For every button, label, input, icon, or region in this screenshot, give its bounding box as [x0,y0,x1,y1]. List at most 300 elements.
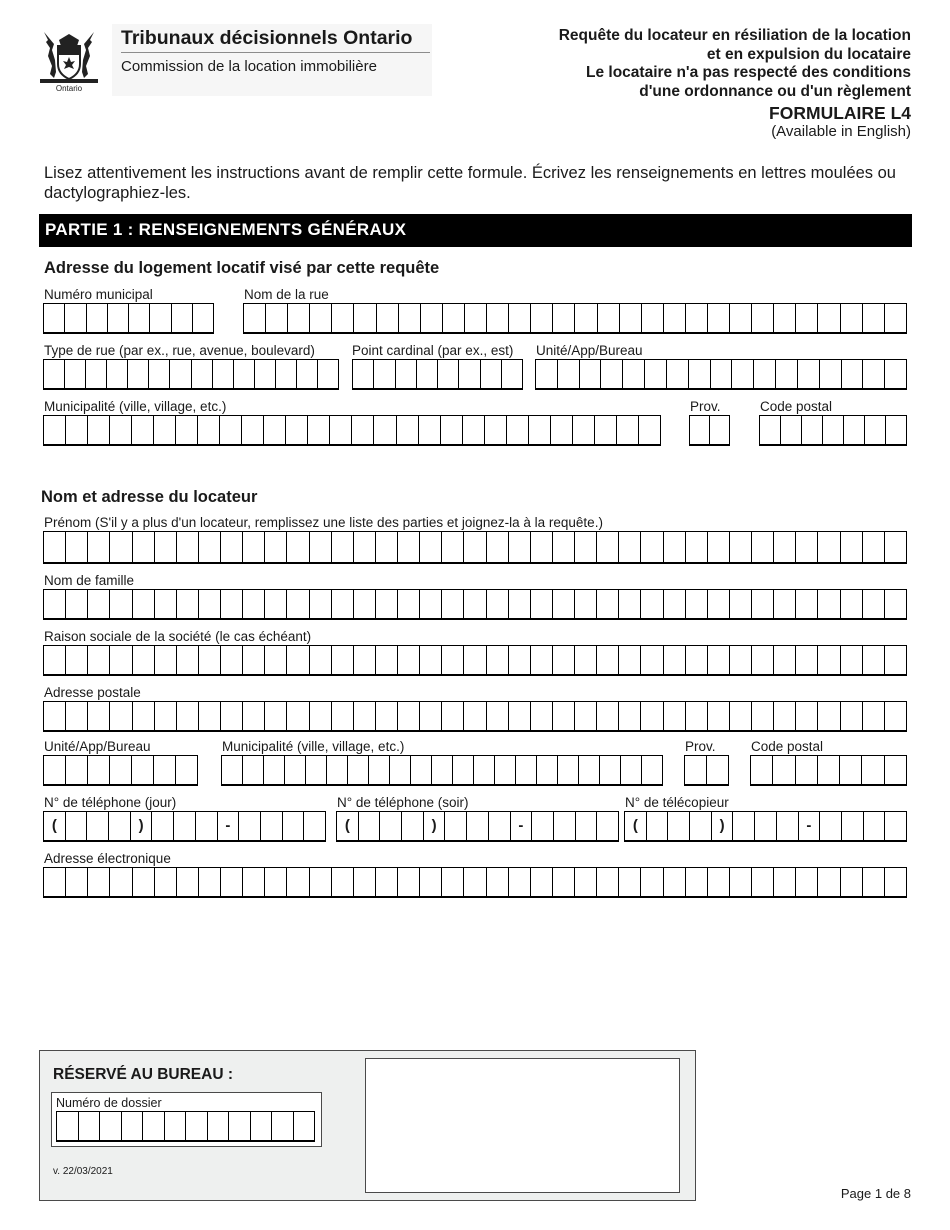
character-cell[interactable] [64,304,85,332]
character-cell[interactable] [331,646,353,674]
character-cell[interactable] [107,304,128,332]
character-cell[interactable] [884,646,906,674]
character-cell[interactable] [353,590,375,618]
character-cell[interactable] [222,756,242,784]
character-cell[interactable] [87,590,109,618]
character-cell[interactable] [368,756,389,784]
character-cell[interactable] [751,590,773,618]
company-name-field[interactable] [43,645,907,676]
character-cell[interactable] [840,532,862,562]
fax-field[interactable] [624,811,907,842]
character-cell[interactable] [264,590,286,618]
character-cell[interactable] [109,416,131,444]
character-cell[interactable] [309,868,331,896]
character-cell[interactable] [219,416,241,444]
character-cell[interactable] [463,702,485,730]
character-cell[interactable] [264,868,286,896]
character-cell[interactable] [44,304,64,332]
character-cell[interactable] [508,304,530,332]
character-cell[interactable] [729,590,751,618]
character-cell[interactable] [685,756,706,784]
character-cell[interactable] [751,532,773,562]
character-cell[interactable] [574,868,596,896]
character-cell[interactable] [817,756,839,784]
character-cell[interactable] [463,532,485,562]
character-cell[interactable] [508,868,530,896]
character-cell[interactable] [731,360,753,388]
character-cell[interactable] [640,590,662,618]
character-cell[interactable] [373,360,394,388]
character-cell[interactable] [863,812,885,840]
character-cell[interactable] [164,1112,186,1140]
character-cell[interactable] [309,304,331,332]
character-cell[interactable] [153,756,175,784]
character-cell[interactable] [663,868,685,896]
character-cell[interactable] [463,590,485,618]
character-cell[interactable] [142,1112,164,1140]
character-cell[interactable] [109,532,131,562]
character-cell[interactable] [552,590,574,618]
character-cell[interactable] [480,360,501,388]
direction-field[interactable] [352,359,523,390]
landlord-province-field[interactable] [684,755,729,786]
character-cell[interactable] [862,590,884,618]
character-cell[interactable]: ( [632,817,638,834]
character-cell[interactable] [536,360,557,388]
character-cell[interactable] [176,702,198,730]
character-cell[interactable] [87,416,109,444]
character-cell[interactable] [795,304,817,332]
character-cell[interactable] [419,868,441,896]
character-cell[interactable] [176,646,198,674]
character-cell[interactable] [795,532,817,562]
character-cell[interactable] [87,868,109,896]
character-cell[interactable] [663,590,685,618]
character-cell[interactable] [822,416,843,444]
character-cell[interactable] [463,646,485,674]
character-cell[interactable] [397,590,419,618]
character-cell[interactable] [419,646,441,674]
character-cell[interactable] [552,304,574,332]
character-cell[interactable] [840,868,862,896]
character-cell[interactable] [641,756,662,784]
character-cell[interactable] [254,360,275,388]
character-cell[interactable] [65,590,87,618]
character-cell[interactable] [663,304,685,332]
character-cell[interactable] [596,868,618,896]
character-cell[interactable] [106,360,127,388]
character-cell[interactable] [329,416,351,444]
character-cell[interactable] [773,304,795,332]
character-cell[interactable] [65,868,87,896]
character-cell[interactable] [296,360,317,388]
character-cell[interactable] [375,868,397,896]
landlord-municipality-field[interactable] [221,755,663,786]
character-cell[interactable] [729,868,751,896]
character-cell[interactable] [530,590,552,618]
character-cell[interactable] [690,416,709,444]
character-cell[interactable] [862,360,884,388]
character-cell[interactable] [817,590,839,618]
character-cell[interactable] [198,532,220,562]
character-cell[interactable] [286,590,308,618]
character-cell[interactable] [751,868,773,896]
character-cell[interactable] [109,702,131,730]
phone-day-field[interactable] [43,811,326,842]
street-name-field[interactable] [243,303,907,334]
character-cell[interactable] [441,532,463,562]
character-cell[interactable] [640,532,662,562]
character-cell[interactable] [128,304,149,332]
character-cell[interactable] [242,702,264,730]
character-cell[interactable] [132,868,154,896]
character-cell[interactable] [131,756,153,784]
character-cell[interactable] [151,812,173,840]
character-cell[interactable] [685,304,707,332]
character-cell[interactable] [840,590,862,618]
character-cell[interactable] [353,304,375,332]
character-cell[interactable] [753,360,775,388]
character-cell[interactable] [241,416,263,444]
character-cell[interactable] [817,532,839,562]
character-cell[interactable] [398,304,420,332]
character-cell[interactable] [685,868,707,896]
character-cell[interactable] [840,646,862,674]
character-cell[interactable] [389,756,410,784]
character-cell[interactable] [618,868,640,896]
character-cell[interactable] [154,702,176,730]
character-cell[interactable] [486,304,508,332]
email-field[interactable] [43,867,907,898]
character-cell[interactable] [773,590,795,618]
character-cell[interactable] [552,532,574,562]
character-cell[interactable] [207,1112,229,1140]
phone-evening-field[interactable] [336,811,619,842]
character-cell[interactable] [775,360,797,388]
character-cell[interactable] [419,532,441,562]
character-cell[interactable] [751,304,773,332]
character-cell[interactable] [530,646,552,674]
character-cell[interactable] [550,416,572,444]
character-cell[interactable] [228,1112,250,1140]
character-cell[interactable] [575,812,597,840]
character-cell[interactable] [486,590,508,618]
character-cell[interactable] [286,532,308,562]
character-cell[interactable] [552,702,574,730]
character-cell[interactable] [287,304,309,332]
character-cell[interactable] [795,868,817,896]
character-cell[interactable] [375,646,397,674]
character-cell[interactable] [195,812,217,840]
character-cell[interactable] [780,416,801,444]
character-cell[interactable] [862,702,884,730]
character-cell[interactable] [220,590,242,618]
character-cell[interactable] [795,646,817,674]
character-cell[interactable] [685,646,707,674]
character-cell[interactable] [397,646,419,674]
character-cell[interactable] [839,756,861,784]
character-cell[interactable] [466,812,488,840]
character-cell[interactable] [458,360,479,388]
character-cell[interactable] [441,702,463,730]
character-cell[interactable] [353,360,373,388]
character-cell[interactable] [353,702,375,730]
character-cell[interactable]: ( [344,817,350,834]
character-cell[interactable] [773,646,795,674]
character-cell[interactable] [729,646,751,674]
character-cell[interactable] [530,532,552,562]
character-cell[interactable] [452,756,473,784]
first-name-field[interactable] [43,531,907,564]
character-cell[interactable] [309,590,331,618]
character-cell[interactable] [44,646,65,674]
character-cell[interactable] [309,532,331,562]
character-cell[interactable] [303,812,325,840]
character-cell[interactable] [44,532,65,562]
character-cell[interactable] [431,756,452,784]
character-cell[interactable] [331,590,353,618]
character-cell[interactable] [65,812,87,840]
character-cell[interactable] [641,304,663,332]
character-cell[interactable]: ) [423,812,445,840]
character-cell[interactable] [175,416,197,444]
character-cell[interactable] [552,868,574,896]
character-cell[interactable] [618,646,640,674]
character-cell[interactable] [358,812,380,840]
character-cell[interactable] [87,532,109,562]
character-cell[interactable] [121,1112,143,1140]
character-cell[interactable] [154,590,176,618]
character-cell[interactable] [220,646,242,674]
character-cell[interactable] [198,590,220,618]
character-cell[interactable] [395,360,416,388]
character-cell[interactable] [574,702,596,730]
character-cell[interactable] [419,702,441,730]
character-cell[interactable] [212,360,233,388]
character-cell[interactable] [233,360,254,388]
character-cell[interactable] [557,360,579,388]
character-cell[interactable] [685,590,707,618]
character-cell[interactable] [176,590,198,618]
character-cell[interactable] [536,756,557,784]
character-cell[interactable]: - [510,812,532,840]
character-cell[interactable] [397,702,419,730]
character-cell[interactable] [473,756,494,784]
character-cell[interactable] [275,360,296,388]
character-cell[interactable] [795,590,817,618]
character-cell[interactable] [331,304,353,332]
character-cell[interactable] [817,702,839,730]
character-cell[interactable] [176,868,198,896]
character-cell[interactable] [501,360,522,388]
character-cell[interactable] [375,590,397,618]
character-cell[interactable] [44,702,65,730]
character-cell[interactable] [574,646,596,674]
character-cell[interactable] [132,702,154,730]
character-cell[interactable] [154,532,176,562]
character-cell[interactable] [515,756,536,784]
character-cell[interactable] [373,416,395,444]
character-cell[interactable] [331,532,353,562]
character-cell[interactable] [667,812,689,840]
character-cell[interactable] [271,1112,293,1140]
character-cell[interactable] [132,646,154,674]
character-cell[interactable] [596,532,618,562]
character-cell[interactable] [729,304,751,332]
character-cell[interactable] [506,416,528,444]
character-cell[interactable] [441,868,463,896]
character-cell[interactable] [286,646,308,674]
character-cell[interactable] [264,532,286,562]
character-cell[interactable] [108,812,130,840]
character-cell[interactable] [862,868,884,896]
character-cell[interactable] [760,416,780,444]
character-cell[interactable] [420,304,442,332]
character-cell[interactable] [773,532,795,562]
character-cell[interactable] [132,532,154,562]
character-cell[interactable] [618,590,640,618]
character-cell[interactable] [285,416,307,444]
character-cell[interactable] [618,532,640,562]
character-cell[interactable] [494,756,515,784]
character-cell[interactable] [596,702,618,730]
character-cell[interactable] [309,702,331,730]
character-cell[interactable] [263,416,285,444]
character-cell[interactable] [508,702,530,730]
character-cell[interactable] [242,646,264,674]
character-cell[interactable] [594,416,616,444]
character-cell[interactable] [401,812,423,840]
character-cell[interactable]: ) [130,812,152,840]
character-cell[interactable] [843,416,864,444]
character-cell[interactable] [78,1112,100,1140]
character-cell[interactable] [486,646,508,674]
character-cell[interactable] [65,702,87,730]
character-cell[interactable] [175,756,197,784]
postal-code-field[interactable] [759,415,907,446]
character-cell[interactable] [444,812,466,840]
character-cell[interactable] [508,646,530,674]
character-cell[interactable] [464,304,486,332]
character-cell[interactable] [840,702,862,730]
character-cell[interactable] [353,532,375,562]
character-cell[interactable] [574,304,596,332]
character-cell[interactable] [801,416,822,444]
character-cell[interactable] [198,702,220,730]
character-cell[interactable] [347,756,368,784]
character-cell[interactable] [638,416,660,444]
character-cell[interactable] [410,756,431,784]
landlord-unit-field[interactable] [43,755,198,786]
character-cell[interactable] [462,416,484,444]
character-cell[interactable] [191,360,212,388]
character-cell[interactable] [437,360,458,388]
character-cell[interactable] [197,416,219,444]
character-cell[interactable] [689,812,711,840]
character-cell[interactable] [862,646,884,674]
character-cell[interactable] [707,646,729,674]
character-cell[interactable] [85,360,106,388]
mailing-address-field[interactable] [43,701,907,732]
character-cell[interactable] [326,756,347,784]
character-cell[interactable] [153,416,175,444]
character-cell[interactable] [154,646,176,674]
unit-field[interactable] [535,359,907,390]
character-cell[interactable] [557,756,578,784]
character-cell[interactable] [578,756,599,784]
character-cell[interactable] [379,812,401,840]
character-cell[interactable] [884,702,906,730]
character-cell[interactable] [64,360,85,388]
character-cell[interactable] [596,646,618,674]
character-cell[interactable] [65,416,87,444]
character-cell[interactable] [286,868,308,896]
character-cell[interactable] [198,646,220,674]
character-cell[interactable] [574,532,596,562]
character-cell[interactable] [65,646,87,674]
file-number-field[interactable] [56,1111,315,1142]
character-cell[interactable] [309,646,331,674]
character-cell[interactable] [862,304,884,332]
character-cell[interactable] [220,702,242,730]
character-cell[interactable] [109,868,131,896]
character-cell[interactable] [663,646,685,674]
character-cell[interactable] [396,416,418,444]
character-cell[interactable] [884,812,906,840]
character-cell[interactable] [353,646,375,674]
character-cell[interactable] [284,756,305,784]
character-cell[interactable] [819,812,841,840]
character-cell[interactable] [530,868,552,896]
character-cell[interactable] [264,702,286,730]
character-cell[interactable] [441,646,463,674]
character-cell[interactable] [729,702,751,730]
character-cell[interactable] [44,360,64,388]
character-cell[interactable] [154,868,176,896]
character-cell[interactable] [220,532,242,562]
character-cell[interactable] [149,304,170,332]
character-cell[interactable] [109,590,131,618]
character-cell[interactable] [884,360,906,388]
character-cell[interactable] [44,868,65,896]
character-cell[interactable] [508,590,530,618]
character-cell[interactable] [263,756,284,784]
character-cell[interactable] [171,304,192,332]
character-cell[interactable] [109,756,131,784]
character-cell[interactable] [640,868,662,896]
character-cell[interactable] [192,304,213,332]
character-cell[interactable] [220,868,242,896]
character-cell[interactable] [754,812,776,840]
character-cell[interactable] [109,646,131,674]
character-cell[interactable] [596,812,618,840]
character-cell[interactable] [884,532,906,562]
character-cell[interactable] [486,868,508,896]
character-cell[interactable] [646,812,668,840]
character-cell[interactable] [244,304,265,332]
character-cell[interactable] [397,532,419,562]
character-cell[interactable] [99,1112,121,1140]
character-cell[interactable] [463,868,485,896]
character-cell[interactable]: ) [711,812,733,840]
character-cell[interactable] [751,756,772,784]
character-cell[interactable] [376,304,398,332]
character-cell[interactable] [44,756,65,784]
character-cell[interactable] [242,532,264,562]
character-cell[interactable] [282,812,304,840]
character-cell[interactable] [707,702,729,730]
character-cell[interactable] [87,756,109,784]
